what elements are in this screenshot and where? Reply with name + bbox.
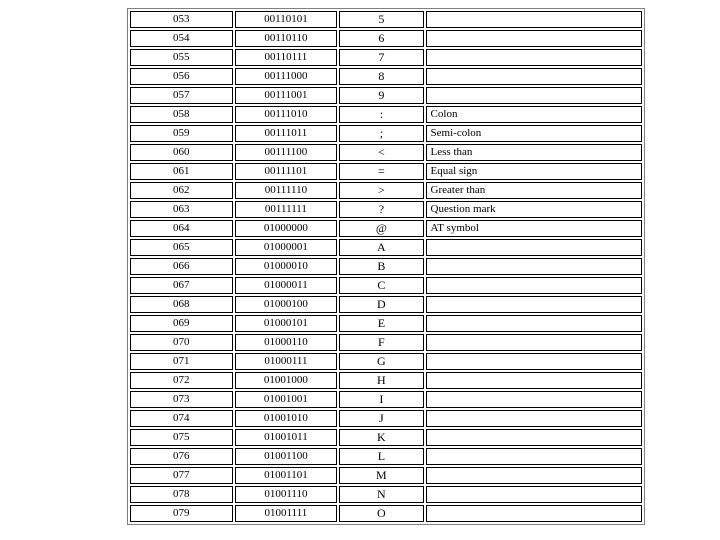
description-cell	[426, 30, 642, 47]
decimal-code-cell: 059	[130, 125, 233, 142]
table-row	[130, 49, 642, 66]
table-row	[130, 505, 642, 522]
table-row	[130, 106, 642, 123]
description-cell: Less than	[426, 144, 642, 161]
table-row	[130, 11, 642, 28]
decimal-code-cell: 055	[130, 49, 233, 66]
decimal-code-cell: 068	[130, 296, 233, 313]
character-cell: 9	[339, 87, 423, 104]
description-cell: Question mark	[426, 201, 642, 218]
table-row	[130, 296, 642, 313]
decimal-code-cell: 066	[130, 258, 233, 275]
decimal-code-cell: 057	[130, 87, 233, 104]
decimal-code-cell: 078	[130, 486, 233, 503]
character-cell: N	[339, 486, 423, 503]
description-cell	[426, 448, 642, 465]
character-cell: ?	[339, 201, 423, 218]
table-row	[130, 277, 642, 294]
binary-code-cell: 01001101	[235, 467, 338, 484]
table-row	[130, 353, 642, 370]
binary-code-cell: 01000101	[235, 315, 338, 332]
decimal-code-cell: 064	[130, 220, 233, 237]
table-row	[130, 429, 642, 446]
decimal-code-cell: 074	[130, 410, 233, 427]
character-cell: A	[339, 239, 423, 256]
decimal-code-cell: 069	[130, 315, 233, 332]
table-row	[130, 125, 642, 142]
description-cell: AT symbol	[426, 220, 642, 237]
description-cell	[426, 68, 642, 85]
character-cell: <	[339, 144, 423, 161]
table-row	[130, 87, 642, 104]
character-cell: 8	[339, 68, 423, 85]
character-cell: 5	[339, 11, 423, 28]
table-row	[130, 486, 642, 503]
binary-code-cell: 01001110	[235, 486, 338, 503]
binary-code-cell: 00110111	[235, 49, 338, 66]
character-cell: 6	[339, 30, 423, 47]
character-cell: =	[339, 163, 423, 180]
binary-code-cell: 00111011	[235, 125, 338, 142]
table-row	[130, 467, 642, 484]
description-cell	[426, 315, 642, 332]
binary-code-cell: 00111101	[235, 163, 338, 180]
character-cell: M	[339, 467, 423, 484]
table-row	[130, 239, 642, 256]
binary-code-cell: 00110101	[235, 11, 338, 28]
character-cell: >	[339, 182, 423, 199]
decimal-code-cell: 056	[130, 68, 233, 85]
decimal-code-cell: 075	[130, 429, 233, 446]
character-cell: F	[339, 334, 423, 351]
character-cell: D	[339, 296, 423, 313]
binary-code-cell: 01001011	[235, 429, 338, 446]
description-cell	[426, 429, 642, 446]
decimal-code-cell: 070	[130, 334, 233, 351]
character-cell: :	[339, 106, 423, 123]
decimal-code-cell: 079	[130, 505, 233, 522]
table-row	[130, 201, 642, 218]
description-cell	[426, 372, 642, 389]
description-cell	[426, 486, 642, 503]
decimal-code-cell: 058	[130, 106, 233, 123]
description-cell	[426, 11, 642, 28]
decimal-code-cell: 071	[130, 353, 233, 370]
description-cell	[426, 277, 642, 294]
description-cell	[426, 87, 642, 104]
character-cell: O	[339, 505, 423, 522]
description-cell: Colon	[426, 106, 642, 123]
character-cell: 7	[339, 49, 423, 66]
table-row	[130, 258, 642, 275]
binary-code-cell: 01001100	[235, 448, 338, 465]
character-cell: I	[339, 391, 423, 408]
table-row	[130, 448, 642, 465]
decimal-code-cell: 073	[130, 391, 233, 408]
character-cell: C	[339, 277, 423, 294]
decimal-code-cell: 061	[130, 163, 233, 180]
binary-code-cell: 01001001	[235, 391, 338, 408]
binary-code-cell: 00111000	[235, 68, 338, 85]
description-cell	[426, 49, 642, 66]
character-cell: K	[339, 429, 423, 446]
decimal-code-cell: 054	[130, 30, 233, 47]
description-cell	[426, 505, 642, 522]
description-cell	[426, 467, 642, 484]
description-cell	[426, 410, 642, 427]
binary-code-cell: 01000000	[235, 220, 338, 237]
binary-code-cell: 00111110	[235, 182, 338, 199]
decimal-code-cell: 053	[130, 11, 233, 28]
decimal-code-cell: 077	[130, 467, 233, 484]
binary-code-cell: 01000100	[235, 296, 338, 313]
character-cell: E	[339, 315, 423, 332]
binary-code-cell: 00111111	[235, 201, 338, 218]
decimal-code-cell: 067	[130, 277, 233, 294]
description-cell	[426, 353, 642, 370]
character-cell: G	[339, 353, 423, 370]
binary-code-cell: 01000010	[235, 258, 338, 275]
description-cell	[426, 258, 642, 275]
decimal-code-cell: 060	[130, 144, 233, 161]
description-cell	[426, 334, 642, 351]
character-cell: B	[339, 258, 423, 275]
table-row	[130, 391, 642, 408]
binary-code-cell: 00111010	[235, 106, 338, 123]
binary-code-cell: 01001111	[235, 505, 338, 522]
binary-code-cell: 01001010	[235, 410, 338, 427]
description-cell: Greater than	[426, 182, 642, 199]
description-cell: Equal sign	[426, 163, 642, 180]
ascii-table-body	[130, 11, 642, 522]
decimal-code-cell: 063	[130, 201, 233, 218]
description-cell	[426, 239, 642, 256]
table-row	[130, 163, 642, 180]
ascii-code-table	[127, 8, 645, 525]
binary-code-cell: 00111100	[235, 144, 338, 161]
table-row	[130, 30, 642, 47]
character-cell: H	[339, 372, 423, 389]
table-row	[130, 68, 642, 85]
binary-code-cell: 01000110	[235, 334, 338, 351]
decimal-code-cell: 065	[130, 239, 233, 256]
table-row	[130, 220, 642, 237]
description-cell	[426, 296, 642, 313]
table-row	[130, 144, 642, 161]
binary-code-cell: 00111001	[235, 87, 338, 104]
description-cell: Semi-colon	[426, 125, 642, 142]
character-cell: @	[339, 220, 423, 237]
character-cell: J	[339, 410, 423, 427]
table-row	[130, 315, 642, 332]
binary-code-cell: 01001000	[235, 372, 338, 389]
table-row	[130, 182, 642, 199]
character-cell: ;	[339, 125, 423, 142]
table-row	[130, 410, 642, 427]
binary-code-cell: 00110110	[235, 30, 338, 47]
character-cell: L	[339, 448, 423, 465]
description-cell	[426, 391, 642, 408]
decimal-code-cell: 072	[130, 372, 233, 389]
decimal-code-cell: 076	[130, 448, 233, 465]
binary-code-cell: 01000111	[235, 353, 338, 370]
binary-code-cell: 01000011	[235, 277, 338, 294]
binary-code-cell: 01000001	[235, 239, 338, 256]
table-row	[130, 372, 642, 389]
table-row	[130, 334, 642, 351]
decimal-code-cell: 062	[130, 182, 233, 199]
